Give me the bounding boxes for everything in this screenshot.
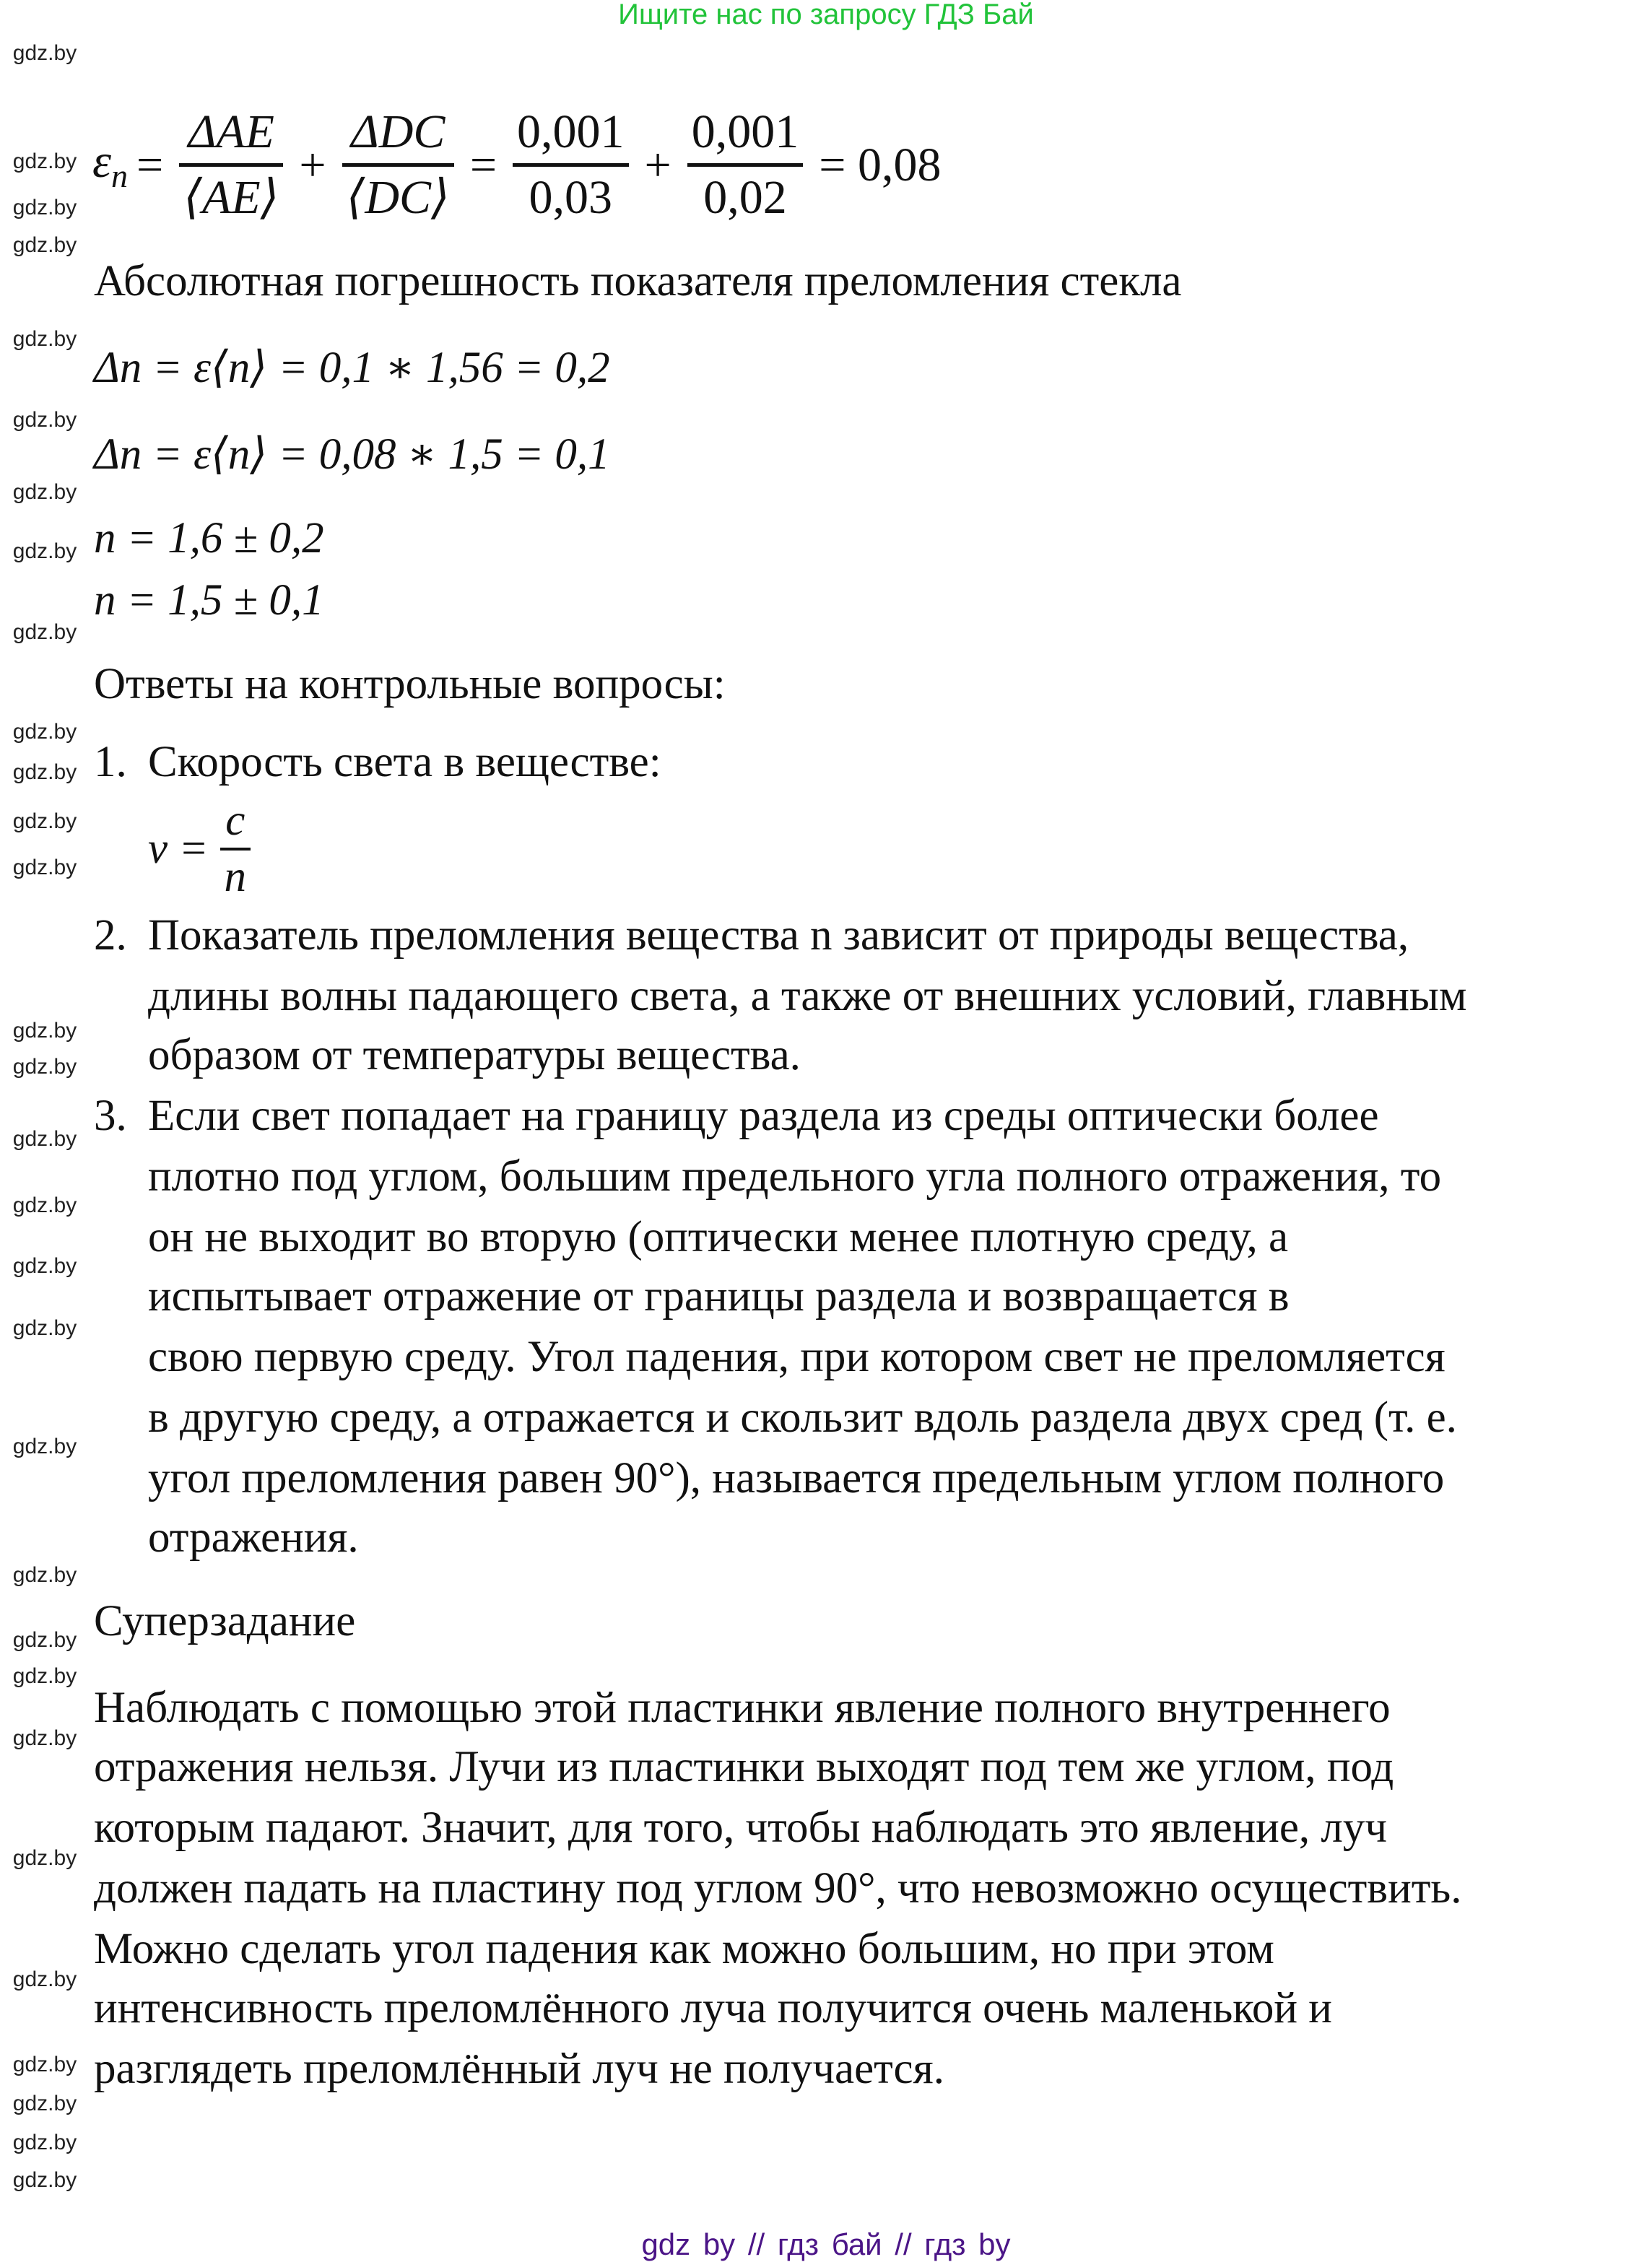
answer-3-line: плотно под углом, большим предельного угла полного отражения, то [148,1152,1442,1201]
watermark: gdz.by [12,2053,77,2076]
watermark: gdz.by [12,2168,77,2192]
abs-error-heading: Абсолютная погрешность показателя преломления стекла [94,257,1182,305]
watermark: gdz.by [12,41,77,65]
answer-2-line: Показатель преломления вещества n зависит от природы вещества, [148,911,1409,960]
watermark: gdz.by [12,1726,77,1750]
watermark: gdz.by [12,760,77,784]
supertask-line: интенсивность преломлённого луча получится очень маленькой и [94,1984,1332,2032]
equals-sign: = [469,138,497,191]
abs-error-line: Δn = ε⟨n⟩ = 0,08 ∗ 1,5 = 0,1 [94,430,610,479]
watermark: gdz.by [12,1193,77,1217]
footer-links[interactable]: gdz by // гдз бай // гдз by [641,2227,1011,2261]
fraction-value-2: 0,001 0,02 [687,101,804,229]
fraction-dc: ΔDC ⟨DC⟩ [342,101,454,229]
watermark: gdz.by [12,1435,77,1458]
watermark: gdz.by [12,1127,77,1151]
watermark: gdz.by [12,327,77,351]
supertask-line: должен падать на пластину под углом 90°, что невозможно осуществить. [94,1864,1462,1913]
search-hint-header[interactable]: Ищите нас по запросу ГДЗ Бай [618,0,1034,30]
watermark: gdz.by [12,149,77,173]
watermark: gdz.by [12,1628,77,1652]
fraction-value-1: 0,001 0,03 [513,101,629,229]
watermark: gdz.by [12,1967,77,1991]
watermark: gdz.by [12,1019,77,1043]
answer-3-line: угол преломления равен 90°), называется предельным углом полного [148,1454,1445,1502]
plus-sign: + [299,138,326,191]
epsilon-symbol: $\varepsilon_n$ [92,135,129,195]
watermark: gdz.by [12,539,77,563]
watermark: gdz.by [12,1563,77,1587]
watermark: gdz.by [12,196,77,219]
watermark: gdz.by [12,1846,77,1870]
watermark: gdz.by [12,1664,77,1688]
answer-3-line: в другую среду, а отражается и скользит вдоль раздела двух сред (т. е. [148,1393,1457,1442]
supertask-line: разглядеть преломлённый луч не получается. [94,2045,944,2093]
speed-formula: v = $\frac{c}{n}$ [148,794,258,904]
answer-3-number: 3. [94,1092,127,1140]
result-line: n = 1,5 ± 0,1 [94,576,324,625]
answer-3-line: свою первую среду. Угол падения, при котором свет не преломляется [148,1333,1446,1381]
answer-2-number: 2. [94,911,127,960]
answer-1-text: Скорость света в веществе: [148,738,661,786]
answer-3-line: отражения. [148,1513,359,1562]
watermark: gdz.by [12,1254,77,1278]
relative-error-formula [92,101,950,229]
result-line: n = 1,6 ± 0,2 [94,514,324,562]
supertask-line: отражения нельзя. Лучи из пластинки выходят под тем же углом, под [94,1743,1394,1791]
answer-3-line: Если свет попадает на границу раздела из среды оптически более [148,1092,1379,1140]
answer-3-line: испытывает отражение от границы раздела и возвращается в [148,1272,1290,1321]
supertask-line: Можно сделать угол падения как можно большим, но при этом [94,1925,1274,1973]
watermark: gdz.by [12,480,77,504]
watermark: gdz.by [12,408,77,432]
formula-result: = 0,08 [819,138,942,191]
watermark: gdz.by [12,2131,77,2154]
supertask-line: которым падают. Значит, для того, чтобы наблюдать это явление, луч [94,1804,1388,1852]
answer-2-line: образом от температуры вещества. [148,1031,801,1079]
watermark: gdz.by [12,1316,77,1340]
answer-3-line: он не выходит во вторую (оптически менее плотную среду, а [148,1213,1289,1261]
answer-2-line: длины волны падающего света, а также от внешних условий, главным [148,972,1467,1020]
watermark: gdz.by [12,856,77,879]
watermark: gdz.by [12,720,77,744]
watermark: gdz.by [12,620,77,644]
watermark: gdz.by [12,2092,77,2115]
equals-sign: = [136,138,164,191]
answer-1-number: 1. [94,738,127,786]
watermark: gdz.by [12,1055,77,1079]
fraction-ae: ΔAE ⟨AE⟩ [179,101,283,229]
watermark: gdz.by [12,233,77,257]
answers-heading: Ответы на контрольные вопросы: [94,660,726,708]
supertask-line: Наблюдать с помощью этой пластинки явление полного внутреннего [94,1684,1391,1732]
plus-sign: + [644,138,671,191]
watermark: gdz.by [12,809,77,833]
abs-error-line: Δn = ε⟨n⟩ = 0,1 ∗ 1,56 = 0,2 [94,344,610,392]
supertask-heading: Суперзадание [94,1597,356,1645]
